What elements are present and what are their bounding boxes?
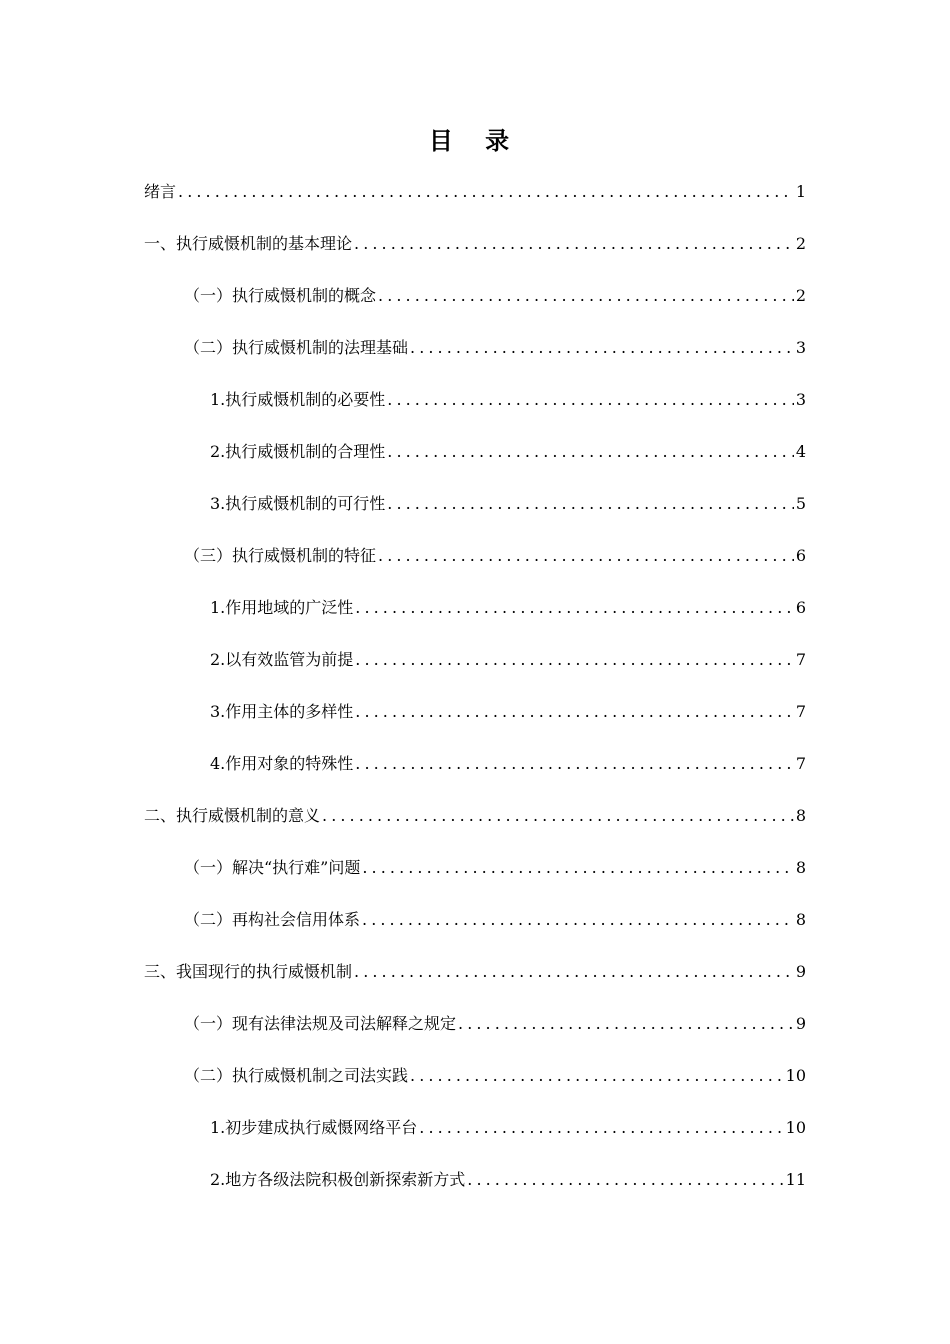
toc-page-number: 8 [795, 858, 806, 877]
toc-entry-row [184, 337, 806, 359]
toc-entry[interactable] [0, 478, 950, 530]
toc-entry-title: 2.以有效监管为前提 [210, 650, 354, 669]
toc-entry-title: 3.执行威慑机制的可行性 [210, 494, 386, 513]
toc-entry-title: （二）执行威慑机制之司法实践 [184, 1066, 409, 1085]
toc-entry-row [144, 805, 806, 827]
toc-entry[interactable] [0, 374, 950, 426]
toc-entry-title: 一、执行威慑机制的基本理论 [144, 234, 353, 253]
toc-dot-leader [355, 753, 794, 775]
toc-entry-row [210, 701, 806, 723]
toc-dot-leader [178, 181, 794, 203]
toc-dot-leader [378, 285, 794, 307]
toc-entry-row [210, 753, 806, 775]
toc-entry-row [210, 493, 806, 515]
toc-entry-row [184, 909, 806, 931]
toc-entry[interactable] [0, 894, 950, 946]
toc-entry[interactable] [0, 1050, 950, 1102]
toc-dot-leader [467, 1169, 783, 1191]
toc-page-number: 7 [795, 702, 806, 721]
toc-dot-leader [355, 597, 794, 619]
toc-dot-leader [362, 909, 794, 931]
toc-entry[interactable] [0, 270, 950, 322]
toc-entry-row [210, 441, 806, 463]
toc-entry-title: 绪言 [144, 182, 177, 201]
toc-entry-row [184, 285, 806, 307]
toc-dot-leader [355, 649, 794, 671]
toc-entry[interactable] [0, 218, 950, 270]
toc-entry[interactable] [0, 166, 950, 218]
toc-entry[interactable] [0, 634, 950, 686]
toc-entry-title: 三、我国现行的执行威慑机制 [144, 962, 353, 981]
toc-entry[interactable] [0, 1102, 950, 1154]
toc-entry-row [184, 857, 806, 879]
toc-entry[interactable] [0, 426, 950, 478]
toc-dot-leader [355, 701, 794, 723]
toc-entry-title: （一）解决“执行难”问题 [184, 858, 361, 877]
toc-entry[interactable] [0, 998, 950, 1050]
toc-entry[interactable] [0, 686, 950, 738]
toc-page-number: 10 [785, 1066, 806, 1085]
toc-entry-row [210, 597, 806, 619]
toc-entry-title: 2.地方各级法院积极创新探索新方式 [210, 1170, 466, 1189]
toc-list [0, 166, 950, 1206]
toc-page-number: 8 [795, 806, 806, 825]
toc-entry-title: 4.作用对象的特殊性 [210, 754, 354, 773]
toc-page-number: 1 [795, 182, 806, 201]
toc-entry-row [184, 545, 806, 567]
toc-dot-leader [419, 1117, 783, 1139]
toc-entry-title: 2.执行威慑机制的合理性 [210, 442, 386, 461]
toc-entry-title: 1.初步建成执行威慑网络平台 [210, 1118, 418, 1137]
toc-page-number: 6 [795, 546, 806, 565]
toc-entry-title: （三）执行威慑机制的特征 [184, 546, 377, 565]
toc-dot-leader [387, 493, 794, 515]
toc-page-number: 7 [795, 650, 806, 669]
toc-page-number: 11 [785, 1170, 806, 1189]
toc-page-number: 8 [795, 910, 806, 929]
toc-entry-row [210, 1117, 806, 1139]
toc-entry-row [184, 1013, 806, 1035]
toc-entry-title: 二、执行威慑机制的意义 [144, 806, 321, 825]
toc-entry-title: 3.作用主体的多样性 [210, 702, 354, 721]
toc-dot-leader [387, 389, 794, 411]
toc-entry-row [144, 181, 806, 203]
toc-page-number: 7 [795, 754, 806, 773]
toc-page-number: 3 [795, 338, 806, 357]
toc-title: 目 录 [428, 127, 522, 155]
toc-dot-leader [322, 805, 794, 827]
toc-entry-row [210, 389, 806, 411]
toc-entry-row [184, 1065, 806, 1087]
toc-dot-leader [378, 545, 794, 567]
toc-entry[interactable] [0, 322, 950, 374]
toc-entry[interactable] [0, 582, 950, 634]
toc-page-number: 10 [785, 1118, 806, 1137]
toc-dot-leader [354, 233, 794, 255]
toc-dot-leader [410, 1065, 784, 1087]
toc-entry-row [144, 233, 806, 255]
toc-entry[interactable] [0, 790, 950, 842]
toc-entry-title: （一）执行威慑机制的概念 [184, 286, 377, 305]
toc-dot-leader [362, 857, 793, 879]
toc-page-number: 3 [795, 390, 806, 409]
toc-entry-row [210, 649, 806, 671]
toc-entry-title: 1.作用地域的广泛性 [210, 598, 354, 617]
toc-page-number: 4 [795, 442, 806, 461]
toc-page-number: 9 [795, 1014, 806, 1033]
toc-page-number: 2 [795, 234, 806, 253]
toc-entry-title: （二）再构社会信用体系 [184, 910, 361, 929]
toc-page-number: 9 [795, 962, 806, 981]
toc-page-number: 6 [795, 598, 806, 617]
toc-entry[interactable] [0, 738, 950, 790]
toc-dot-leader [387, 441, 794, 463]
toc-entry[interactable] [0, 842, 950, 894]
toc-entry-title: （一）现有法律法规及司法解释之规定 [184, 1014, 457, 1033]
toc-dot-leader [458, 1013, 794, 1035]
toc-page-number: 2 [795, 286, 806, 305]
toc-entry-title: 1.执行威慑机制的必要性 [210, 390, 386, 409]
toc-page-number: 5 [795, 494, 806, 513]
toc-entry-row [144, 961, 806, 983]
toc-entry[interactable] [0, 530, 950, 582]
toc-entry[interactable] [0, 946, 950, 998]
toc-dot-leader [354, 961, 794, 983]
toc-dot-leader [410, 337, 794, 359]
toc-entry-row [210, 1169, 806, 1191]
toc-entry-title: （二）执行威慑机制的法理基础 [184, 338, 409, 357]
toc-entry[interactable] [0, 1154, 950, 1206]
